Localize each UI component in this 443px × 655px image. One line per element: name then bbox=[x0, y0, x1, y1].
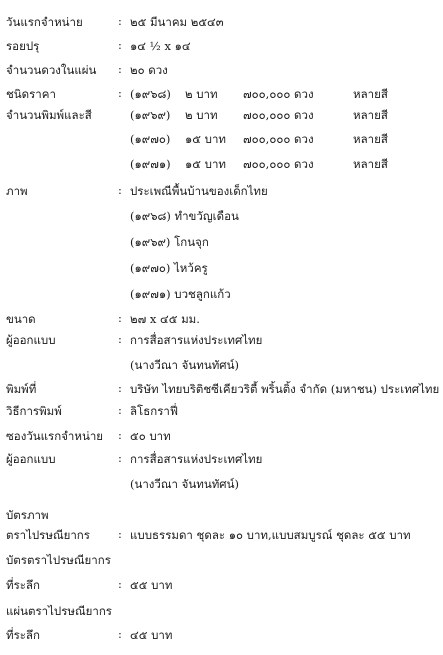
stamp-color: หลายสี bbox=[353, 87, 388, 101]
label-designer: ผู้ออกแบบ bbox=[6, 333, 56, 347]
value-perforation: ๑๔ ½ x ๑๔ bbox=[130, 39, 191, 53]
stamp-color: หลายสี bbox=[353, 108, 388, 122]
stamp-color: หลายสี bbox=[353, 132, 388, 146]
label-stamps-per-sheet: จำนวนดวงในแผ่น bbox=[6, 63, 97, 77]
stamp-quantity: ๗๐๐,๐๐๐ ดวง bbox=[243, 87, 314, 101]
colon: : bbox=[118, 183, 122, 197]
label-souvenir-card: บัตรตราไปรษณียากร bbox=[6, 553, 111, 567]
label-perforation: รอยปรุ bbox=[6, 39, 40, 53]
colon: : bbox=[118, 527, 122, 541]
label-souvenir-card-line2: ที่ระลึก bbox=[6, 578, 40, 592]
label-postcard-line2: ตราไปรษณียากร bbox=[6, 528, 90, 542]
colon: : bbox=[118, 311, 122, 325]
value-designer-name: (นางวีณา จันทนทัศน์) bbox=[130, 358, 239, 372]
stamp-row bbox=[130, 107, 388, 125]
value-stamps-per-sheet: ๒๐ ดวง bbox=[130, 63, 168, 77]
stamp-code: (๑๙๗๐) bbox=[130, 132, 171, 146]
colon: : bbox=[118, 577, 122, 591]
colon: : bbox=[118, 381, 122, 395]
value-picture-title: ประเพณีพื้นบ้านของเด็กไทย bbox=[130, 184, 268, 198]
value-souvenir-sheet: ๔๕ บาท bbox=[130, 628, 173, 642]
stamp-code: (๑๙๖๙) bbox=[130, 108, 171, 122]
value-printer: บริษัท ไทยบริติชซีเคียวริตี้ พริ้นติ้ง จำกัด (มหาชน) ประเทศไทย bbox=[130, 382, 440, 396]
value-designer-name: (นางวีณา จันทนทัศน์) bbox=[130, 477, 239, 491]
label-first-day-cover: ซองวันแรกจำหน่าย bbox=[6, 429, 104, 443]
value-size: ๒๗ x ๔๕ มม. bbox=[130, 312, 200, 326]
label-designer: ผู้ออกแบบ bbox=[6, 452, 56, 466]
label-picture: ภาพ bbox=[6, 184, 28, 198]
picture-item: (๑๙๖๙) โกนจุก bbox=[130, 235, 209, 249]
stamp-color: หลายสี bbox=[353, 157, 388, 171]
label-denomination: ชนิดราคา bbox=[6, 87, 56, 101]
value-souvenir-card: ๕๕ บาท bbox=[130, 578, 173, 592]
colon: : bbox=[118, 403, 122, 417]
label-printer: พิมพ์ที่ bbox=[6, 382, 37, 396]
colon: : bbox=[118, 451, 122, 465]
stamp-price: ๒ บาท bbox=[185, 87, 218, 101]
colon: : bbox=[118, 86, 122, 100]
label-first-day: วันแรกจำหน่าย bbox=[6, 15, 83, 29]
stamp-quantity: ๗๐๐,๐๐๐ ดวง bbox=[243, 108, 314, 122]
colon: : bbox=[118, 627, 122, 641]
stamp-quantity: ๗๐๐,๐๐๐ ดวง bbox=[243, 132, 314, 146]
picture-item: (๑๙๗๑) บวชลูกแก้ว bbox=[130, 287, 231, 301]
stamp-code: (๑๙๗๑) bbox=[130, 157, 171, 171]
value-designer: การสื่อสารแห่งประเทศไทย bbox=[130, 452, 263, 466]
stamp-row bbox=[130, 131, 388, 149]
value-first-day-cover: ๕๐ บาท bbox=[130, 429, 171, 443]
label-print-quantity: จำนวนพิมพ์และสี bbox=[6, 108, 92, 122]
label-souvenir-sheet-line2: ที่ระลึก bbox=[6, 628, 40, 642]
colon: : bbox=[118, 38, 122, 52]
value-postcard: แบบธรรมดา ชุดละ ๑๐ บาท,แบบสมบูรณ์ ชุดละ ๕๕ บาท bbox=[130, 528, 411, 542]
value-print-method: ลิโธกราฟี่ bbox=[130, 404, 178, 418]
picture-item: (๑๙๗๐) ไหว้ครู bbox=[130, 261, 208, 275]
stamp-price: ๑๕ บาท bbox=[185, 132, 226, 146]
stamp-price: ๑๕ บาท bbox=[185, 157, 226, 171]
value-first-day: ๒๕ มีนาคม ๒๕๔๓ bbox=[130, 15, 224, 29]
stamp-row bbox=[130, 156, 388, 174]
label-souvenir-sheet: แผ่นตราไปรษณียากร bbox=[6, 604, 112, 618]
label-size: ขนาด bbox=[6, 312, 36, 326]
colon: : bbox=[118, 332, 122, 346]
colon: : bbox=[118, 428, 122, 442]
stamp-price: ๒ บาท bbox=[185, 108, 218, 122]
label-postcard: บัตรภาพ bbox=[6, 508, 49, 522]
label-print-method: วิธีการพิมพ์ bbox=[6, 404, 62, 418]
value-designer: การสื่อสารแห่งประเทศไทย bbox=[130, 333, 263, 347]
colon: : bbox=[118, 14, 122, 28]
stamp-quantity: ๗๐๐,๐๐๐ ดวง bbox=[243, 157, 314, 171]
stamp-code: (๑๙๖๘) bbox=[130, 87, 171, 101]
colon: : bbox=[118, 62, 122, 76]
picture-item: (๑๙๖๘) ทำขวัญเดือน bbox=[130, 209, 239, 223]
stamp-row bbox=[130, 86, 388, 104]
